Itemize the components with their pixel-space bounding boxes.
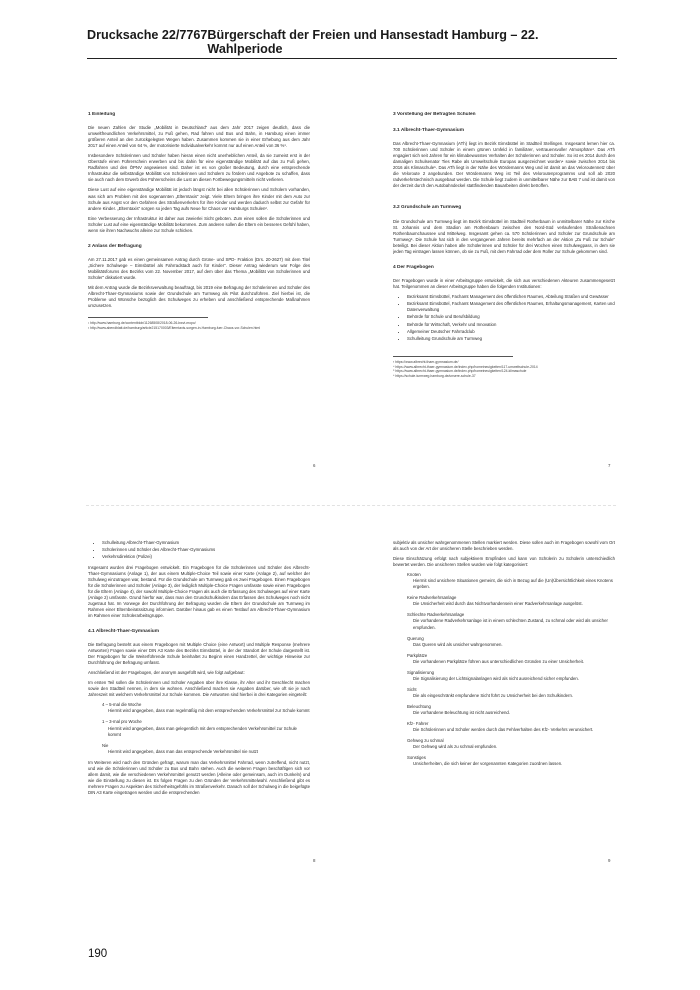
category-item [407,670,615,682]
category-item [407,738,615,750]
category-title: Beleuchtung [407,703,431,709]
paragraph: Die Grundschule am Turmweg liegt im Bezirk Eimsbüttel im Stadtteil Rotherbaum in unmittelbarer Nähe zur Kirche St. Johannis und dem Stadion am Rothenbaum zwischen den Nord-Süd verlaufenden Straßenachsen Rothenbaumchaussee und Mittelweg. Insgesamt gehen ca. 570 Schülerinnen und Schüler zur Grundschule am Turmweg⁶. Die Schule hat sich in den vergangenen Jahren bereits mehrfach an der Aktion „Zu Fuß zur Schule“ beteiligt. Bei dieser Aktion haben alle Schülerinnen und Schüler für drei Wochen einen Schulwegpass, in dem sie jeden Tag eintragen lassen können, ob sie zu Fuß, mit dem Fahrrad oder dem Roller zur Schule gekommen sind. [393,218,615,254]
category-desc: Unsicherheiten, die sich keiner der vorgenannten Kategorien zuordnen lassen. [413,761,563,767]
category-desc: Die vorhandenen Parkplätze führen aus unterschiedlichen Gründen zu einer Unsicherheit. [413,658,585,664]
category-desc: Die vorhandene Radverkehrsanlage ist in einem schlechten Zustand, zu schmal oder wird als unsicher empfunden. [413,618,608,630]
list-item: • Behörde für Wirtschaft, Verkehr und Innovation [407,322,615,328]
category-title: Keine Radverkehrsanlage [407,595,457,601]
paragraph: Anschließend ist der Fragebogen, der anonym ausgefüllt wird, wie folgt aufgebaut: [88,670,245,676]
paragraph: Eine Verbesserung der Infrastruktur ist daher aus zweierlei Sicht geboten. Zum einen sollen die Schülerinnen und Schüler Lust auf eine eigenständige Mobilität bekommen. Zum anderen sollen die Eltern ein besseres Gefühl haben, wenn sie ihren Nachwuchs alleine zur Schule schicken. [88,215,310,233]
section-heading: 3 Vorstellung der Befragten Schulen [393,112,476,117]
page-6 [88,112,310,464]
category-desc: Hiermit wird angegeben, dass man regelmäßig mit dem entsprechenden Verkehrsmittel zur Schule kommt [108,708,310,714]
category-desc: Hiermit wird angegeben, dass man gelegentlich mit dem entsprechenden Verkehrsmittel zur Schule kommt [108,725,297,737]
category-item [102,743,310,755]
category-title: Gehweg zu schmal [407,738,444,744]
footnote: ⁵ https://www.albrecht-thaer-gymnasium.de/index.php/homeineuigkeiten/124-klimaschule [393,369,527,374]
document-number: Drucksache 22/7767 [87,28,208,42]
drucksache-page-number: 190 [88,948,108,960]
section-heading: 3.2 Grundschule am Turmweg [393,205,462,211]
paragraph: Im Weiteren wird nach den Gründen gefragt, warum man das Verkehrsmittel Fahrrad, wenn zutreffend, nicht nutzt, und wie die Schülerinnen und Schüler zu Bus und Bahn stehen. Auch die weiteren Fragen beschäftigen sich vor allem damit, wie die verschiedenen Verkehrsmittel genutzt werden (Alleine oder gemeinsam, auch im Dunkeln) und wie die Einstellung zu diesen ist. Es folgen Fragen zu den Gründen der Verkehrsmittelwahl. Anschließend gibt es mehrere Fragen zu Aspekten des Sicherheitsgefühls im Straßenverkehr. Danach soll der Schulweg in die beigefügte DIN A3 Karte eingetragen werden und die entsprechenden [88,759,310,795]
page-number: 8 [313,858,316,863]
list-item: • Schülerinnen und Schüler des Albrecht-Thaer-Gymnasiums [102,547,310,553]
category-item [407,704,615,716]
category-desc: Das Queren wird als unsicher wahrgenommen. [413,641,503,647]
category-item [407,755,615,767]
paragraph: Das Albrecht-Thaer-Gymnasium (ATh) liegt im Bezirk Eimsbüttel im Stadtteil Stellingen. Insgesamt lernen hier ca. 700 Schülerinnen und Schüler in einem grünen Umfeld in familiärer, vertrauensvoller Atmosphäre³. Das ATh engagiert sich seit Jahren für ein klimabewusstes Verhalten der Schülerinnen und Schüler. So ist es 2014 durch den damaligen Schulsenator Ties Rabe als Umweltschule Europas ausgezeichnet worden⁴ sowie zwischen 2014 bis 2016 als Klimaschule⁵. Das ATh liegt in der Nähe des Wördemanns Weg und ist damit an das Veloroutennetz über die Veloroute 2 angebunden. Der Wördemanns Weg ist Teil des Veloroutenprogramms und soll ab 2020 radverkehrstechnisch ausgebaut werden. Die Schule liegt zudem in unmittelbarer Nähe zur BAB 7 und ist damit von der derzeit durch den Autobahndeckel stattfindenden Bauarbeiten direkt betroffen. [393,141,615,189]
parliament-title: Bürgerschaft der Freien und Hansestadt Hamburg – 22. Wahlperiode [207,28,539,56]
footnote: ³ https://www.albrecht-thaer-gymnasium.de/ [393,360,459,365]
list-item: • Bezirksamt Eimsbüttel, Fachamt Management des öffentlichen Raumes, Erhaltungsmanagement, Karten und Datenverwaltung [407,301,615,313]
category-title: Nie [102,742,109,748]
category-item [407,595,615,607]
section-heading: 4 Der Fragebogen [393,264,434,270]
page-9 [393,540,615,858]
list-item: • Bezirksamt Eimsbüttel, Fachamt Management des öffentlichen Raumes, Abteilung Straßen und Gewässer [407,294,615,300]
page-divider [86,505,616,506]
section-heading: 1 Einleitung [88,112,116,117]
paragraph: Diese Lust auf eine eigenständige Mobilität ist jedoch längst nicht bei allen Schülerinnen und Schülern vorhanden, was sich am Problem mit den sogenannten „Elterntaxis“ zeigt. Viele Eltern bringen ihre Kinder mit dem Auto zur Schule aus Angst vor den Gefahren des Straßenverkehrs für ihre Kinder und werden dadurch selbst zur Gefahr für andere Kinder. „Elterntaxis“ sorgen so jeden Tag aufs Neue für Chaos vor Hamburgs Schulen². [88,187,310,211]
category-desc: Hiermit sind unsichere Situationen gemeint, die sich in Bezug auf die (Un)Übersichtlichkeit eines Knotens ergeben. [413,578,613,590]
footnote-rule [88,317,208,318]
category-title: 4 – 5-mal die Woche [102,702,142,708]
category-desc: Die vorhandene Beleuchtung ist nicht ausreichend. [413,709,510,715]
category-item [407,653,615,665]
page-number: 7 [608,463,611,468]
footnote-rule [393,356,513,357]
document-header [87,28,617,59]
category-desc: Die Signalisierung der Lichtsignalanlagen wird als nicht ausreichend sicher empfunden. [413,675,580,681]
paragraph: Insgesamt wurden drei Fragebogen entwickelt. Ein Fragebogen für die Schülerinnen und Schüler des Albrecht-Thaer-Gymnasiums (Anlage 1), der aus einem Multiple-Choice Teil sowie einer Karte (Anlage 2), auf welcher der Schulweg einzutragen war, bestand. Für die Grundschule am Turmweg gab es zwei Fragebogen. Einen Fragebogen für die Schülerinnen und Schüler (Anlage 3), der lediglich Multiple-Choice Fragen umfasste sowie einen Fragebogen für die Eltern (Anlage 4), der sowohl Multiple-Choice Fragen als auch die Erfassung des Schulweges auf einer Karte (Anlage 2) umfasste. Grund hierfür war, dass man den Grundschulkindern das Erfassen des Schulweges noch nicht zugetraut hat. Im Vorwege der Durchführung der Befragung wurden die Eltern der Grundschule am Turmweg im Rahmen einer Elternbeiratssitzung informiert. Darüber hinaus gab es einen Testlauf am Albrecht-Thaer-Gymnasium im Rahmen einer Schülerarbeitsgruppe. [88,564,310,618]
category-title: Schlechte Radverkehrsanlage [407,612,465,618]
category-title: Parkplätze [407,652,428,658]
category-item [102,719,310,737]
category-desc: Die als eingeschränkt empfundene Sicht führt zu Unsicherheit bei den Schulkindern. [413,692,574,698]
category-item [407,721,615,733]
list-item: • Allgemeiner Deutscher Fahrradclub [407,329,615,335]
category-item [407,687,615,699]
page-8 [88,540,310,858]
category-title: Sonstiges [407,755,426,761]
category-desc: Die Schülerinnen und Schüler werden durch das Fehlverhalten des Kfz- Verkehrs verunsichert. [413,727,594,733]
list-item: • Verkehrsdirektion (Polizei) [102,554,310,560]
section-heading: 3.1 Albrecht-Thaer-Gymnasium [393,128,464,134]
institution-list [393,294,615,342]
paragraph: Am 27.11.2017 gab es einen gemeinsamen Antrag durch Grüne- und SPD- Fraktion (Drs. 20-2627) mit dem Titel „Sichere Schulwege – Eimsbüttel als Fahrradstadt auch für Kinder“. Dieser Antrag wiederum war Folge des Mobilitätsforums des Bezirks vom 22. November 2017, auf dem über das Thema „Mobilität von Schülerinnen und Schüler“ diskutiert wurde. [88,256,310,280]
category-desc: Hiermit wird angegeben, dass man das entsprechende Verkehrsmittel nie nutzt [108,748,258,754]
category-title: Sicht [407,686,417,692]
footnote: ⁴ https://www.albrecht-thaer-gymnasium.de/index.php/homeineuigkeiten/117-umweltschule-2014 [393,364,538,369]
paragraph: subjektiv als unsicher wahrgenommenen Stellen markiert werden. Diese sollen auch im Fragebogen sowohl vom Ort als auch von der Art der unsicheren Stelle beschrieben werden. [393,540,615,552]
paragraph: Diese Einschätzung erfolgt nach subjektivem Empfinden und kann von Schülerin zu Schülerin unterschiedlich bewertet werden. Die unsicheren Stellen wurden wie folgt kategorisiert: [393,556,615,568]
footnote: ⁶ https://schule-turmweg.hamburg.de/unsere-schule-37 [393,373,476,378]
section-heading: 4.1 Albrecht-Thaer-Gymnasium [88,628,159,634]
list-item: • Schulleitung Grundschule am Turmweg [407,336,615,342]
paragraph: Die Befragung besteht aus einem Fragebogen mit Multiple Choice (eine Antwort) und Multiple Response (mehrere Antworten) Fragen sowie einer DIN A3 Karte des Bezirks Eimsbüttel, in der der Standort der Schule dargestellt ist. Der Fragebogen für die Weiterführende Schule beinhaltet zu Beginn einen Handzettel, der wichtige Hinweise zur Durchführung der Befragung umfasst. [88,641,310,666]
category-title: Signalisierung [407,669,434,675]
page-number: 9 [608,858,611,863]
category-title: Querung [407,635,424,641]
page-number: 6 [313,463,316,468]
category-desc: Der Gehweg wird als zu schmal empfunden. [413,744,498,750]
paragraph: Im ersten Teil sollen die Schülerinnen und Schüler Angaben über ihre Klasse, ihr Alter und ihr Geschlecht machen sowie den Stadtteil nennen, in dem sie wohnen. Anschließend machen sie Angaben darüber, wie oft sie je nach Jahreszeit mit welchem Verkehrsmittel zur Schule kommen. Die Antworten sind hierbei in drei Kategorien eingeteilt: [88,680,310,698]
category-title: Knoten [407,572,421,578]
category-desc: Die Unsicherheit wird durch das Nichtvorhandensein einer Radverkehrsanlage ausgelöst. [413,601,583,607]
page-7 [393,112,615,464]
paragraph: Insbesondere Schülerinnen und Schüler haben hieran einen nicht unerheblichen Anteil, da sie zumeist erst in der Oberstufe einen Führerschein erwerben und bis dahin für eine eigenständige Mobilität auf das zu Fuß gehen, Radfahren und den ÖPNV angewiesen sind. Daher ist es von großer Bedeutung, durch eine entsprechende Infrastruktur die selbständige Mobilität von Schülerinnen und Schülern zu fördern und Angebote zu schaffen, dass sie auch nach dem Erwerb des Führerscheins die Lust an diesen Fortbewegungsmitteln nicht verlieren. [88,153,310,183]
category-item [407,572,615,590]
footnote: ² http://www.abendblatt.de/hamburg/article215170003/Elterntaxis-sorgen-in-Hamburg-fuer-Chaos-vor-Schulen.html [88,325,261,330]
category-title: Kfz- Fahrer [407,721,429,727]
institution-list-continued [88,540,310,561]
paragraph: Die neuen Zahlen der Studie „Mobilität in Deutschland“ aus dem Jahr 2017 zeigen deutlich, dass die umweltfreundlichen Verkehrsmittel, zu Fuß gehen, Rad fahren und Bus und Bahn, in Hamburg einen immer größeren Anteil an den zurückgelegten Wegen haben. Zusammen kommen sie in einer Erhebung aus dem Jahr 2017 auf einen Anteil von 64 %, der motorisierte Individualverkehr kommt nur auf einen Anteil von 36 %¹. [88,125,310,149]
section-heading: 2 Anlass der Befragung [88,243,142,249]
paragraph: Der Fragebogen wurde in einer Arbeitsgruppe entwickelt, die sich aus verschiedenen Akteuren zusammengesetzt hat. Teilgenommen an dieser Arbeitsgruppe haben die folgenden Institutionen: [393,277,615,289]
category-title: 1 – 3-mal pro Woche [102,719,142,725]
list-item: • Schulleitung Albrecht-Thaer-Gymnasium [102,540,310,546]
category-item [102,702,310,714]
list-item: • Behörde für Schule und Berufsbildung [407,314,615,320]
footnote: ¹ http://www.hamburg.de/contentblob/11268508/2018-06-26-bwvi-mopo/ [88,321,196,326]
category-item [407,636,615,648]
paragraph: Mit dem Antrag wurde die Bezirksverwaltung beauftragt, bis 2019 eine Befragung der Schülerinnen und Schüler des Albrecht-Thaer-Gymnasiums sowie der Grundschule am Turmweg als Pilot durchzuführen. Ziel hierbei ist, die Probleme und Wünsche bezüglich des Schulweges zu erheben und anschließend entsprechende Maßnahmen umzusetzen. [88,285,310,309]
category-item [407,612,615,630]
